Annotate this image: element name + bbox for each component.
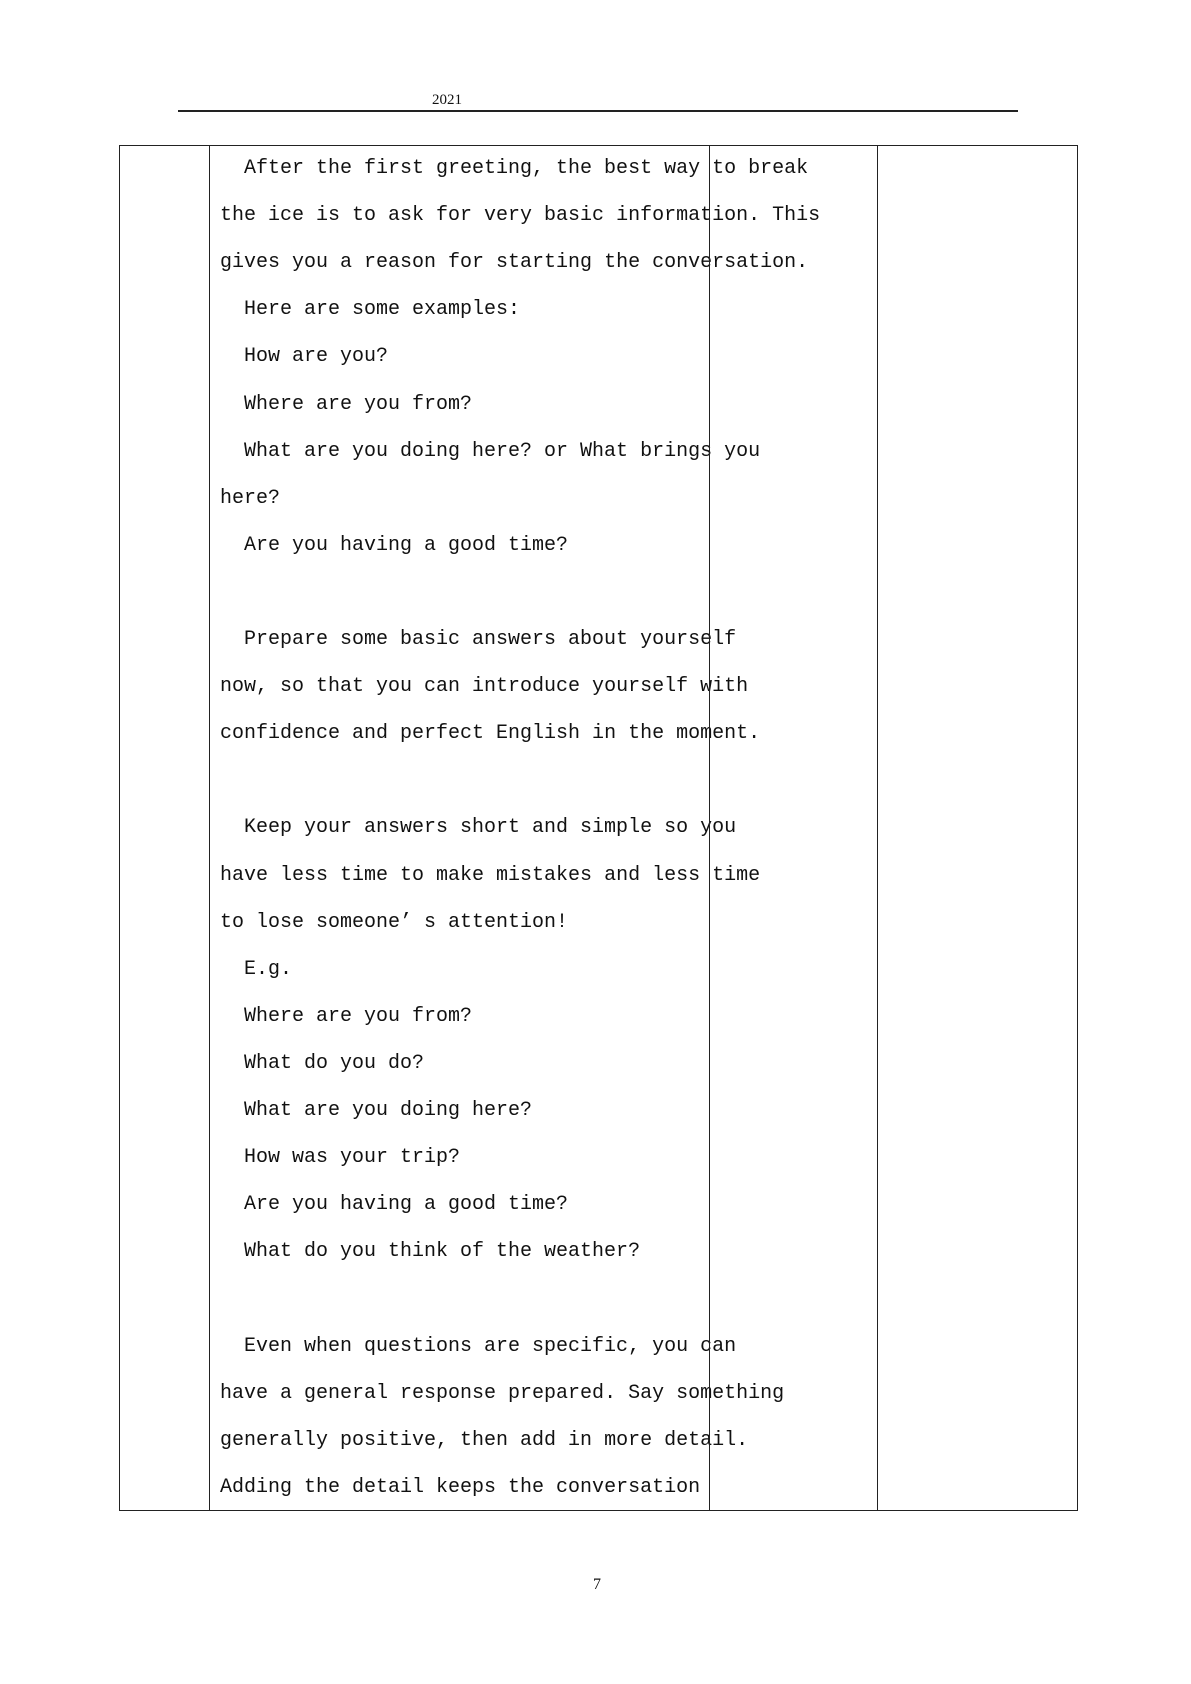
column-divider bbox=[877, 145, 878, 1511]
text-line: Here are some examples: bbox=[244, 298, 521, 322]
text-line: have a general response prepared. Say something bbox=[220, 1381, 785, 1405]
text-line: How are you? bbox=[244, 345, 389, 369]
text-line: What do you do? bbox=[244, 1051, 425, 1075]
page-number: 7 bbox=[593, 1576, 601, 1593]
text-line: the ice is to ask for very basic information. This bbox=[220, 204, 821, 228]
text-line: now, so that you can introduce yourself with bbox=[220, 675, 749, 699]
text-line: What are you doing here? bbox=[244, 1099, 533, 1122]
column-divider bbox=[209, 145, 210, 1511]
text-line: confidence and perfect English in the moment. bbox=[220, 722, 761, 746]
text-line: How was your trip? bbox=[244, 1146, 461, 1170]
column-divider bbox=[709, 145, 710, 1511]
text-line: have less time to make mistakes and less time bbox=[220, 863, 761, 887]
text-line: Even when questions are specific, you can bbox=[244, 1334, 737, 1358]
text-line: Adding the detail keeps the conversation bbox=[220, 1475, 701, 1499]
text-line: Where are you from? bbox=[244, 392, 473, 416]
text-line: What do you think of the weather? bbox=[244, 1240, 641, 1264]
table-content-text bbox=[0, 145, 1191, 1511]
text-line: gives you a reason for starting the conversation. bbox=[220, 251, 809, 275]
header-rule bbox=[178, 110, 1018, 112]
text-line: Where are you from? bbox=[244, 1004, 473, 1028]
text-line: to lose someone’ s attention! bbox=[220, 910, 569, 934]
text-line: here? bbox=[220, 486, 281, 510]
text-line: E.g. bbox=[244, 957, 293, 981]
text-line: generally positive, then add in more detail. bbox=[220, 1428, 749, 1452]
header-year: 2021 bbox=[432, 92, 462, 108]
text-line: After the first greeting, the best way to break bbox=[244, 157, 809, 180]
text-line: Are you having a good time? bbox=[244, 1193, 569, 1217]
text-line: Prepare some basic answers about yourself bbox=[244, 628, 737, 651]
text-line: Are you having a good time? bbox=[244, 533, 569, 557]
text-line: Keep your answers short and simple so you bbox=[244, 816, 737, 840]
text-line: What are you doing here? or What brings you bbox=[244, 439, 761, 463]
